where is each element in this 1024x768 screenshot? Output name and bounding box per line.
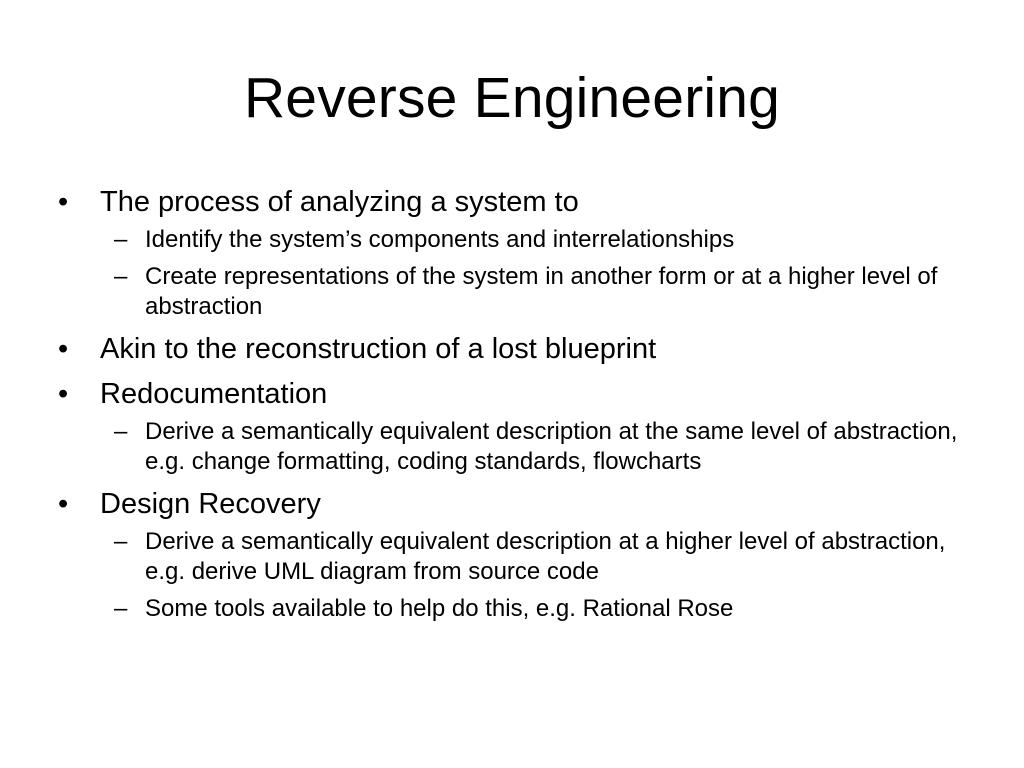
sub-bullet-text: Create representations of the system in another form or at a higher level of abstraction bbox=[145, 263, 938, 320]
bullet-item bbox=[58, 184, 978, 322]
sub-bullet-item bbox=[100, 594, 978, 624]
bullet-icon: • bbox=[58, 378, 69, 410]
bullet-text: The process of analyzing a system to bbox=[100, 186, 579, 218]
sub-bullet-item bbox=[100, 417, 978, 477]
bullet-text: Akin to the reconstruction of a lost blueprint bbox=[100, 333, 657, 365]
sub-bullet-text: Derive a semantically equivalent description at the same level of abstraction, e.g. change formatting, coding standards, flowcharts bbox=[145, 418, 958, 475]
bullet-item bbox=[58, 486, 978, 624]
sub-bullet-list bbox=[100, 225, 978, 322]
bullet-icon: • bbox=[58, 333, 69, 365]
dash-icon: – bbox=[114, 595, 128, 622]
dash-icon: – bbox=[114, 418, 128, 445]
bullet-item bbox=[58, 376, 978, 477]
bullet-icon: • bbox=[58, 186, 69, 218]
sub-bullet-item bbox=[100, 225, 978, 255]
sub-bullet-text: Derive a semantically equivalent description at a higher level of abstraction, e.g. derive UML diagram from source code bbox=[145, 528, 946, 585]
sub-bullet-item bbox=[100, 527, 978, 587]
sub-bullet-item bbox=[100, 262, 978, 322]
dash-icon: – bbox=[114, 263, 128, 290]
slide-title: Reverse Engineering bbox=[243, 66, 781, 130]
sub-bullet-list bbox=[100, 417, 978, 477]
bullet-list bbox=[58, 184, 978, 624]
dash-icon: – bbox=[114, 528, 128, 555]
bullet-item bbox=[58, 331, 978, 367]
sub-bullet-text: Some tools available to help do this, e.g. Rational Rose bbox=[145, 595, 734, 622]
bullet-icon: • bbox=[58, 488, 69, 520]
dash-icon: – bbox=[114, 226, 128, 253]
sub-bullet-text: Identify the system’s components and interrelationships bbox=[145, 226, 735, 253]
bullet-text: Design Recovery bbox=[100, 488, 321, 520]
bullet-text: Redocumentation bbox=[100, 378, 328, 410]
sub-bullet-list bbox=[100, 527, 978, 624]
